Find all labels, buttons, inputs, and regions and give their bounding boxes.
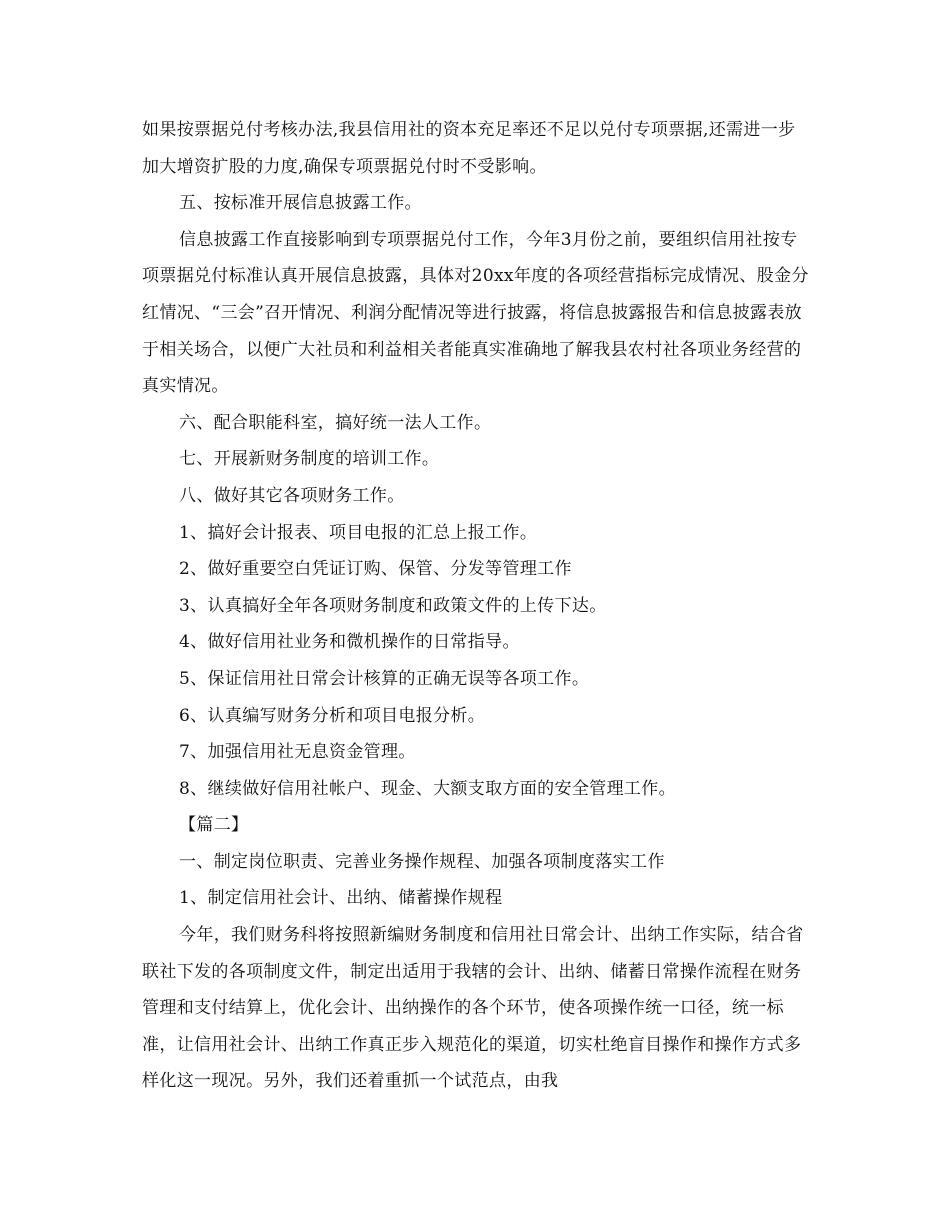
section-heading-seven: 七、开展新财务制度的培训工作。 [179,449,440,470]
section-heading-six: 六、配合职能科室，搞好统一法人工作。 [179,412,492,433]
list-item-3: 3、认真搞好全年各项财务制度和政策文件的上传下达。 [179,595,607,616]
list-item-7: 7、加强信用社无息资金管理。 [179,742,416,763]
paragraph-continuation: 如果按票据兑付考核办法,我县信用社的资本充足率还不足以兑付专项票据,还需进一步加大增资扩股的力度,确保专项票据兑付时不受影响。 [142,120,796,177]
list-item-2: 2、做好重要空白凭证订购、保管、分发等管理工作 [179,559,572,580]
list-item-8: 8、继续做好信用社帐户、现金、大额支取方面的安全管理工作。 [179,778,676,799]
list-item-5: 5、保证信用社日常会计核算的正确无误等各项工作。 [179,668,590,689]
paragraph-disclosure: 信息披露工作直接影响到专项票据兑付工作，今年3月份之前，要组织信用社按专项票据兑付标准认真开展信息披露，具体对20xx年度的各项经营指标完成情况、股金分红情况、“三会”召开情况、利润分配情况等进行披露，将信息披露报告和信息披露表放于相关场合，以便广大社员和利益相关者能真实准确地了解我县农村社各项业务经营的真实情况。 [142,229,809,397]
section-heading-one: 一、制定岗位职责、完善业务操作规程、加强各项制度落实工作 [179,851,665,872]
subsection-heading-1: 1、制定信用社会计、出纳、储蓄操作规程 [179,888,503,909]
list-item-4: 4、做好信用社业务和微机操作的日常指导。 [179,632,520,653]
part-two-heading: 【篇二】 [179,815,249,836]
paragraph-procedures: 今年，我们财务科将按照新编财务制度和信用社日常会计、出纳工作实际，结合省联社下发的各项制度文件，制定出适用于我辖的会计、出纳、储蓄日常操作流程在财务管理和支付结算上，优化会计、出纳操作的各个环节，使各项操作统一口径，统一标准，让信用社会计、出纳工作真正步入规范化的渠道，切实杜绝盲目操作和操作方式多样化这一现况。另外，我们还着重抓一个试范点，由我 [142,925,804,1092]
list-item-1: 1、搞好会计报表、项目电报的汇总上报工作。 [179,522,538,543]
section-heading-eight: 八、做好其它各项财务工作。 [179,485,405,506]
section-heading-five: 五、按标准开展信息披露工作。 [179,193,422,214]
list-item-6: 6、认真编写财务分析和项目电报分析。 [179,705,486,726]
document-body [142,112,810,1100]
